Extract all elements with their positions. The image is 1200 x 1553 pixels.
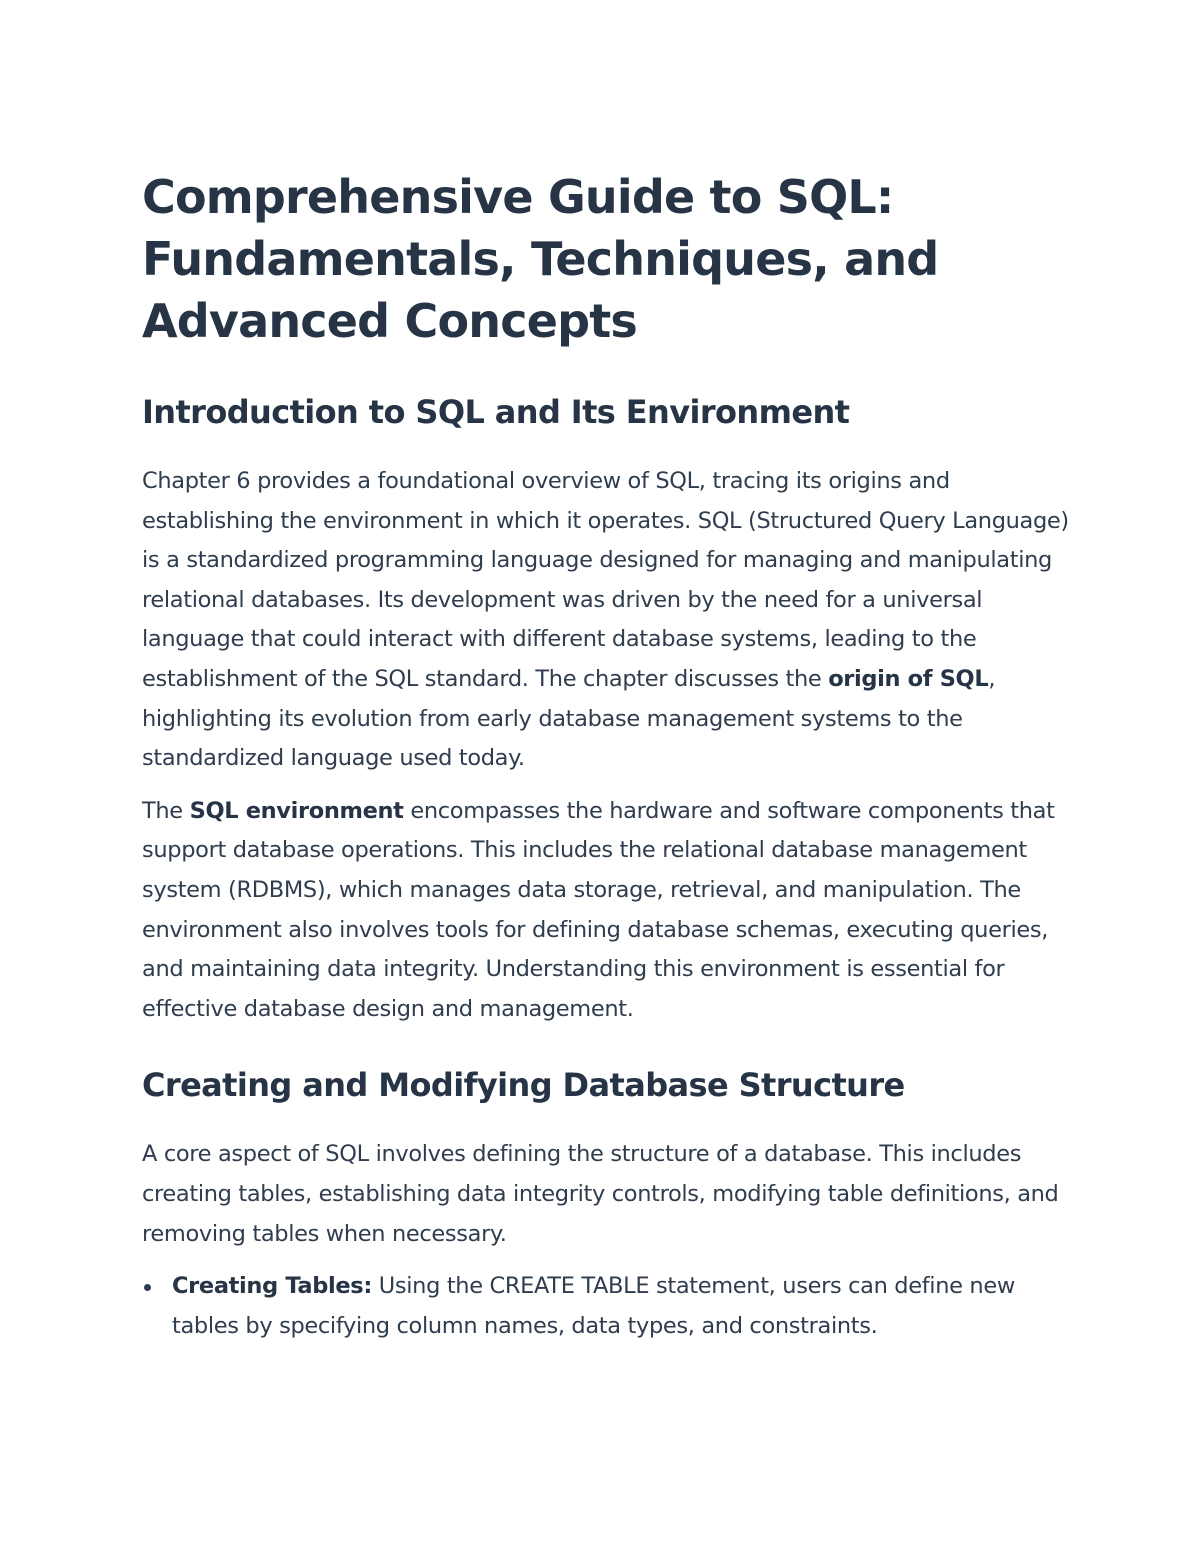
bullet-dot-icon xyxy=(144,1284,151,1291)
list-item-text: Using the CREATE TABLE statement, users can define new tables by specifying column names, data types, and constraints. xyxy=(172,1273,1015,1339)
bullet-list xyxy=(142,1267,1072,1346)
paragraph-structure-intro: A core aspect of SQL involves defining the structure of a database. This includes creating tables, establishing data integrity controls, modifying table definitions, and removing tables when necessary. xyxy=(142,1141,1059,1247)
section-heading-database-structure: Creating and Modifying Database Structure xyxy=(142,1066,905,1105)
document-page xyxy=(142,166,1072,1346)
document-title: Comprehensive Guide to SQL: Fundamentals, Techniques, and Advanced Concepts xyxy=(142,170,939,348)
paragraph-text: Chapter 6 provides a foundational overview of SQL, tracing its origins and establishing the environment in which it operates. SQL (Structured Query Language) is a standardized programming language designed for managing and manipulating relational databases. Its development was driven by the need for a universal language that could interact with different database systems, leading to the establishment of the SQL standard. The chapter discusses the xyxy=(142,468,1069,692)
bold-term-origin-of-sql: origin of SQL xyxy=(828,665,989,692)
paragraph-origin xyxy=(142,462,1072,779)
list-item xyxy=(142,1267,1072,1346)
paragraph-text: The xyxy=(142,797,190,824)
paragraph-environment xyxy=(142,792,1072,1030)
section-heading-introduction: Introduction to SQL and Its Environment xyxy=(142,393,850,431)
paragraph-text: , highlighting its evolution from early database management systems to the standardized language used today. xyxy=(142,665,996,772)
paragraph-text: encompasses the hardware and software components that support database operations. This includes the relational database management system (RDBMS), which manages data storage, retrieval, and manipulation. The environment also involves tools for defining database schemas, executing queries, and maintaining data integrity. Understanding this environment is essential for effective database design and management. xyxy=(142,797,1055,1022)
list-item-label: Creating Tables: xyxy=(172,1273,372,1300)
bold-term-sql-environment: SQL environment xyxy=(189,797,404,824)
